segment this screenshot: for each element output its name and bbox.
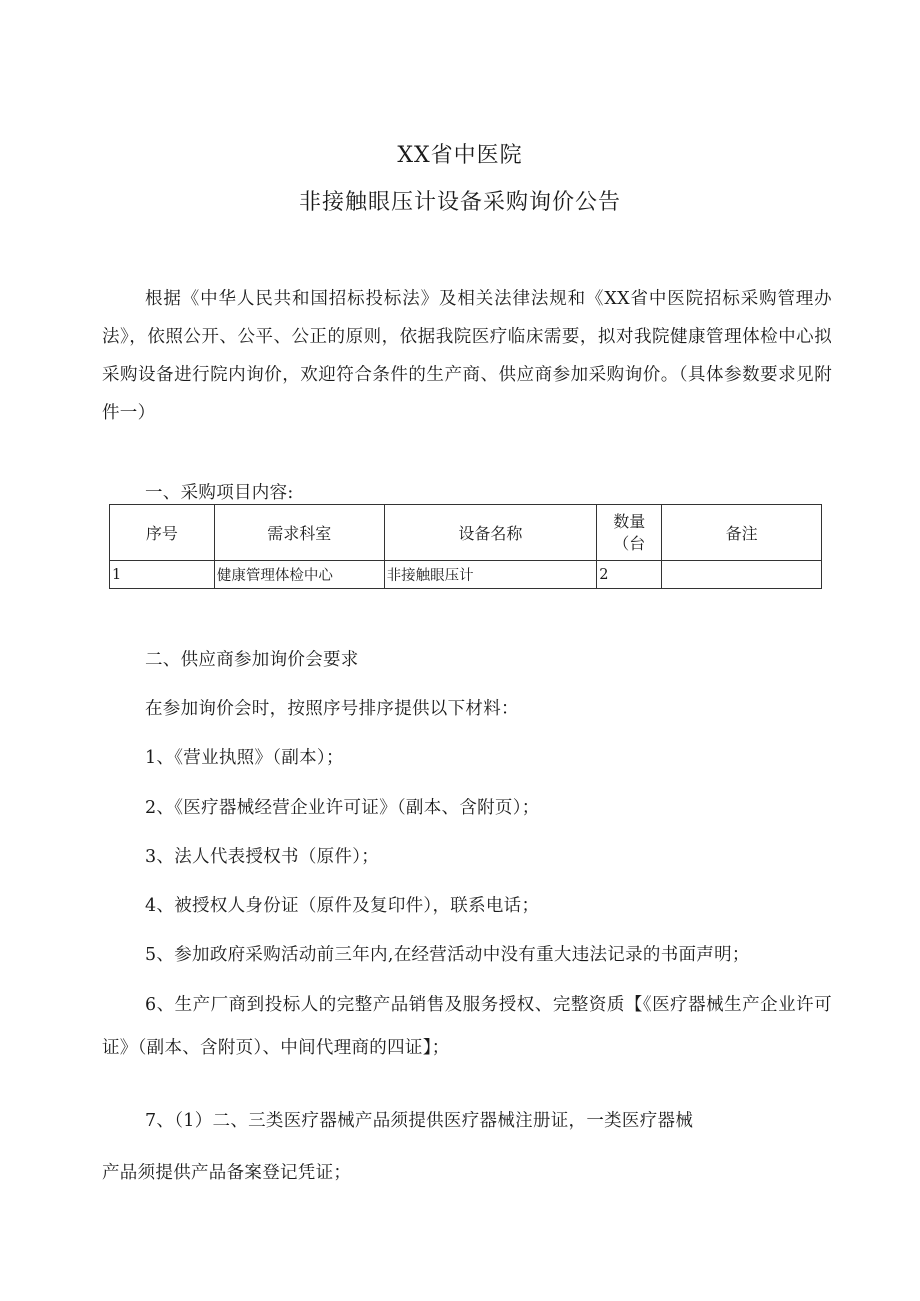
section2-intro: 在参加询价会时，按照序号排序提供以下材料： [145, 699, 519, 719]
intro-paragraph: 根据《中华人民共和国招标投标法》及相关法律法规和《XX省中医院招标采购管理办法》，依照公开、公平、公正的原则，依据我院医疗临床需要，拟对我院健康管理体检中心拟采购设备进行院内询价，欢迎符合条件的生产商、供应商参加采购询价。（具体参数要求见附件一） [102, 289, 832, 423]
header-cell-quantity [597, 505, 662, 561]
list-item-continuation: 产品须提供产品备案登记凭证； [102, 1163, 352, 1183]
cell-remarks [662, 561, 822, 589]
list-item: 6、生产厂商到投标人的完整产品销售及服务授权、完整资质【《医疗器械生产企业许可证》（副本、含附页）、中间代理商的四证】； [102, 995, 832, 1058]
list-item: 7、（1）二、三类医疗器械产品须提供医疗器械注册证，一类医疗器械 [145, 1111, 694, 1131]
section1-heading: 一、采购项目内容: [145, 483, 294, 503]
header-quantity-text: 数量（台 [613, 511, 646, 553]
list-item: 5、参加政府采购活动前三年内,在经营活动中没有重大违法记录的书面声明； [145, 945, 750, 965]
table-row [110, 561, 822, 589]
list-item: 1、《营业执照》（副本）； [145, 748, 344, 768]
section2-heading: 二、供应商参加询价会要求 [145, 650, 359, 670]
list-item: 4、被授权人身份证（原件及复印件），联系电话； [145, 896, 540, 916]
header-cell-index: 序号 [110, 505, 215, 561]
header-cell-department: 需求科室 [214, 505, 384, 561]
org-title: XX省中医院 [397, 143, 523, 168]
table-header-row [110, 505, 822, 561]
cell-department: 健康管理体检中心 [214, 561, 384, 589]
doc-title: 非接触眼压计设备采购询价公告 [298, 190, 621, 215]
list-item: 3、法人代表授权书（原件）； [145, 847, 380, 867]
cell-index: 1 [110, 561, 215, 589]
cell-equipment: 非接触眼压计 [384, 561, 597, 589]
cell-quantity: 2 [597, 561, 662, 589]
header-cell-remarks: 备注 [662, 505, 822, 561]
list-item: 2、《医疗器械经营企业许可证》（副本、含附页）； [145, 798, 540, 818]
header-cell-equipment: 设备名称 [384, 505, 597, 561]
procurement-table [109, 504, 822, 589]
